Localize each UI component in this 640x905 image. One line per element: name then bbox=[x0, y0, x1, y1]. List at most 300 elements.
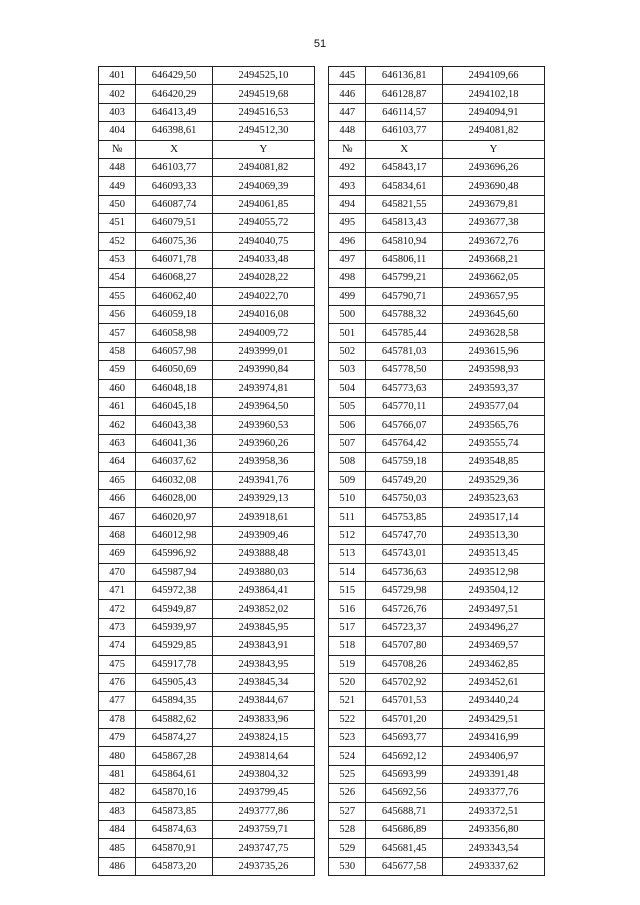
cell-y: 2493645,60 bbox=[443, 306, 545, 324]
cell-y: 2494069,39 bbox=[212, 177, 314, 195]
column-gap bbox=[314, 600, 328, 618]
table-row bbox=[99, 508, 545, 526]
cell-y: 2494033,48 bbox=[212, 250, 314, 268]
cell-y: 2493440,24 bbox=[443, 692, 545, 710]
cell-y: 2494061,85 bbox=[212, 195, 314, 213]
cell-num: 404 bbox=[99, 122, 136, 140]
cell-num: 476 bbox=[99, 673, 136, 691]
cell-num: 458 bbox=[99, 342, 136, 360]
cell-x: 645766,07 bbox=[366, 416, 443, 434]
cell-num: 496 bbox=[329, 232, 366, 250]
cell-y: 2493672,76 bbox=[443, 232, 545, 250]
column-gap bbox=[314, 379, 328, 397]
cell-num: 448 bbox=[99, 158, 136, 176]
cell-x: 646413,49 bbox=[136, 103, 213, 121]
cell-num: 459 bbox=[99, 361, 136, 379]
cell-num: 456 bbox=[99, 306, 136, 324]
table-row bbox=[99, 489, 545, 507]
cell-x: 645873,20 bbox=[136, 857, 213, 875]
cell-y: 2493844,67 bbox=[212, 692, 314, 710]
column-gap bbox=[314, 195, 328, 213]
cell-num: 524 bbox=[329, 747, 366, 765]
cell-x: 645749,20 bbox=[366, 471, 443, 489]
cell-x: 645701,53 bbox=[366, 692, 443, 710]
cell-y: 2493777,86 bbox=[212, 802, 314, 820]
table-row bbox=[99, 158, 545, 176]
cell-num: 515 bbox=[329, 581, 366, 599]
column-gap bbox=[314, 287, 328, 305]
cell-y: 2494022,70 bbox=[212, 287, 314, 305]
table-row bbox=[99, 747, 545, 765]
cell-y: 2493843,95 bbox=[212, 655, 314, 673]
cell-num: 475 bbox=[99, 655, 136, 673]
table-row bbox=[99, 67, 545, 85]
cell-y: 2493548,85 bbox=[443, 453, 545, 471]
cell-x: 645790,71 bbox=[366, 287, 443, 305]
cell-x: 645692,12 bbox=[366, 747, 443, 765]
cell-y: 2493964,50 bbox=[212, 398, 314, 416]
cell-y: 2494009,72 bbox=[212, 324, 314, 342]
cell-num: 507 bbox=[329, 434, 366, 452]
column-gap bbox=[314, 85, 328, 103]
cell-y: 2493593,37 bbox=[443, 379, 545, 397]
cell-y: 2493696,26 bbox=[443, 158, 545, 176]
column-gap bbox=[314, 214, 328, 232]
cell-x: 645773,63 bbox=[366, 379, 443, 397]
cell-y: 2493523,63 bbox=[443, 489, 545, 507]
column-gap bbox=[314, 765, 328, 783]
column-gap bbox=[314, 416, 328, 434]
cell-num: 493 bbox=[329, 177, 366, 195]
cell-x: 645874,63 bbox=[136, 821, 213, 839]
cell-y: 2493628,58 bbox=[443, 324, 545, 342]
table-row bbox=[99, 398, 545, 416]
cell-x: 646028,00 bbox=[136, 489, 213, 507]
cell-y: 2493747,75 bbox=[212, 839, 314, 857]
column-gap bbox=[314, 710, 328, 728]
cell-x: 646050,69 bbox=[136, 361, 213, 379]
cell-x: 645867,28 bbox=[136, 747, 213, 765]
column-gap bbox=[314, 581, 328, 599]
cell-x: 645693,99 bbox=[366, 765, 443, 783]
cell-x: 646136,81 bbox=[366, 67, 443, 85]
cell-num: 454 bbox=[99, 269, 136, 287]
table-row bbox=[99, 122, 545, 140]
cell-x: 645821,55 bbox=[366, 195, 443, 213]
cell-num: 513 bbox=[329, 545, 366, 563]
cell-num: 504 bbox=[329, 379, 366, 397]
cell-y: 2493343,54 bbox=[443, 839, 545, 857]
cell-num: 514 bbox=[329, 563, 366, 581]
column-gap bbox=[314, 250, 328, 268]
table-row bbox=[99, 655, 545, 673]
cell-num: 473 bbox=[99, 618, 136, 636]
cell-num: 506 bbox=[329, 416, 366, 434]
column-gap bbox=[314, 508, 328, 526]
cell-num: 529 bbox=[329, 839, 366, 857]
cell-x: 645799,21 bbox=[366, 269, 443, 287]
cell-y: 2493880,03 bbox=[212, 563, 314, 581]
cell-x: 645770,11 bbox=[366, 398, 443, 416]
cell-x: 645917,78 bbox=[136, 655, 213, 673]
cell-x: 646128,87 bbox=[366, 85, 443, 103]
cell-x: 645759,18 bbox=[366, 453, 443, 471]
cell-num: 455 bbox=[99, 287, 136, 305]
cell-y: 2493429,51 bbox=[443, 710, 545, 728]
cell-num: 457 bbox=[99, 324, 136, 342]
column-gap bbox=[314, 729, 328, 747]
table-row bbox=[99, 471, 545, 489]
table-row bbox=[99, 673, 545, 691]
cell-y: 2493657,95 bbox=[443, 287, 545, 305]
cell-num: 495 bbox=[329, 214, 366, 232]
cell-num: 460 bbox=[99, 379, 136, 397]
cell-num: 470 bbox=[99, 563, 136, 581]
table-row bbox=[99, 545, 545, 563]
cell-y: 2493662,05 bbox=[443, 269, 545, 287]
cell-y: 2493960,26 bbox=[212, 434, 314, 452]
table-row bbox=[99, 85, 545, 103]
cell-x: 645870,91 bbox=[136, 839, 213, 857]
cell-num: 480 bbox=[99, 747, 136, 765]
table-row bbox=[99, 618, 545, 636]
cell-x: 645701,20 bbox=[366, 710, 443, 728]
cell-y: 2493337,62 bbox=[443, 857, 545, 875]
column-gap bbox=[314, 434, 328, 452]
cell-num: 492 bbox=[329, 158, 366, 176]
cell-num: 498 bbox=[329, 269, 366, 287]
column-gap bbox=[314, 637, 328, 655]
cell-x: 646059,18 bbox=[136, 306, 213, 324]
cell-y: 2493799,45 bbox=[212, 784, 314, 802]
column-gap bbox=[314, 398, 328, 416]
header-num: № bbox=[329, 140, 366, 158]
header-row bbox=[99, 140, 545, 158]
coordinates-table-body bbox=[99, 67, 545, 876]
cell-y: 2493529,36 bbox=[443, 471, 545, 489]
cell-x: 645905,43 bbox=[136, 673, 213, 691]
cell-num: 469 bbox=[99, 545, 136, 563]
cell-x: 645688,71 bbox=[366, 802, 443, 820]
cell-x: 645743,01 bbox=[366, 545, 443, 563]
header-x: X bbox=[366, 140, 443, 158]
cell-y: 2493833,96 bbox=[212, 710, 314, 728]
cell-num: 530 bbox=[329, 857, 366, 875]
cell-x: 646032,08 bbox=[136, 471, 213, 489]
cell-x: 646045,18 bbox=[136, 398, 213, 416]
cell-x: 646058,98 bbox=[136, 324, 213, 342]
cell-num: 449 bbox=[99, 177, 136, 195]
cell-x: 646048,18 bbox=[136, 379, 213, 397]
cell-x: 645882,62 bbox=[136, 710, 213, 728]
cell-x: 646093,33 bbox=[136, 177, 213, 195]
cell-num: 466 bbox=[99, 489, 136, 507]
column-gap bbox=[314, 784, 328, 802]
cell-y: 2493958,36 bbox=[212, 453, 314, 471]
column-gap bbox=[314, 453, 328, 471]
column-gap bbox=[314, 269, 328, 287]
table-row bbox=[99, 857, 545, 875]
cell-num: 472 bbox=[99, 600, 136, 618]
column-gap bbox=[314, 67, 328, 85]
cell-y: 2494512,30 bbox=[212, 122, 314, 140]
cell-num: 462 bbox=[99, 416, 136, 434]
cell-num: 519 bbox=[329, 655, 366, 673]
cell-y: 2493356,80 bbox=[443, 821, 545, 839]
cell-x: 646020,97 bbox=[136, 508, 213, 526]
cell-x: 645702,92 bbox=[366, 673, 443, 691]
cell-num: 450 bbox=[99, 195, 136, 213]
column-gap bbox=[314, 489, 328, 507]
cell-x: 645708,26 bbox=[366, 655, 443, 673]
cell-num: 474 bbox=[99, 637, 136, 655]
cell-num: 502 bbox=[329, 342, 366, 360]
cell-x: 645781,03 bbox=[366, 342, 443, 360]
cell-x: 646103,77 bbox=[136, 158, 213, 176]
column-gap bbox=[314, 618, 328, 636]
cell-num: 522 bbox=[329, 710, 366, 728]
column-gap bbox=[314, 821, 328, 839]
cell-x: 645996,92 bbox=[136, 545, 213, 563]
cell-num: 511 bbox=[329, 508, 366, 526]
cell-x: 645843,17 bbox=[366, 158, 443, 176]
cell-x: 645692,56 bbox=[366, 784, 443, 802]
cell-x: 645681,45 bbox=[366, 839, 443, 857]
cell-num: 481 bbox=[99, 765, 136, 783]
cell-num: 464 bbox=[99, 453, 136, 471]
cell-x: 645736,63 bbox=[366, 563, 443, 581]
cell-x: 645874,27 bbox=[136, 729, 213, 747]
cell-num: 518 bbox=[329, 637, 366, 655]
table-row bbox=[99, 600, 545, 618]
cell-y: 2493391,48 bbox=[443, 765, 545, 783]
cell-y: 2493462,85 bbox=[443, 655, 545, 673]
cell-y: 2494040,75 bbox=[212, 232, 314, 250]
cell-num: 523 bbox=[329, 729, 366, 747]
cell-x: 646037,62 bbox=[136, 453, 213, 471]
cell-x: 645949,87 bbox=[136, 600, 213, 618]
header-y: Y bbox=[212, 140, 314, 158]
cell-num: 451 bbox=[99, 214, 136, 232]
cell-x: 645864,61 bbox=[136, 765, 213, 783]
column-gap bbox=[314, 342, 328, 360]
cell-x: 646057,98 bbox=[136, 342, 213, 360]
cell-x: 645788,32 bbox=[366, 306, 443, 324]
column-gap bbox=[314, 232, 328, 250]
table-row bbox=[99, 103, 545, 121]
table-row bbox=[99, 581, 545, 599]
cell-num: 453 bbox=[99, 250, 136, 268]
column-gap bbox=[314, 306, 328, 324]
table-row bbox=[99, 637, 545, 655]
cell-x: 645834,61 bbox=[366, 177, 443, 195]
cell-y: 2493513,45 bbox=[443, 545, 545, 563]
cell-x: 645778,50 bbox=[366, 361, 443, 379]
table-row bbox=[99, 287, 545, 305]
cell-num: 497 bbox=[329, 250, 366, 268]
column-gap bbox=[314, 839, 328, 857]
cell-y: 2493918,61 bbox=[212, 508, 314, 526]
cell-x: 645972,38 bbox=[136, 581, 213, 599]
cell-num: 508 bbox=[329, 453, 366, 471]
cell-num: 482 bbox=[99, 784, 136, 802]
cell-y: 2493888,48 bbox=[212, 545, 314, 563]
cell-x: 645747,70 bbox=[366, 526, 443, 544]
cell-y: 2493504,12 bbox=[443, 581, 545, 599]
table-row bbox=[99, 324, 545, 342]
cell-x: 645693,77 bbox=[366, 729, 443, 747]
cell-x: 646041,36 bbox=[136, 434, 213, 452]
cell-y: 2493690,48 bbox=[443, 177, 545, 195]
cell-y: 2494109,66 bbox=[443, 67, 545, 85]
table-row bbox=[99, 710, 545, 728]
cell-num: 485 bbox=[99, 839, 136, 857]
cell-x: 645929,85 bbox=[136, 637, 213, 655]
header-y: Y bbox=[443, 140, 545, 158]
cell-x: 645894,35 bbox=[136, 692, 213, 710]
cell-num: 516 bbox=[329, 600, 366, 618]
cell-num: 503 bbox=[329, 361, 366, 379]
column-gap bbox=[314, 471, 328, 489]
column-gap bbox=[314, 545, 328, 563]
cell-num: 447 bbox=[329, 103, 366, 121]
table-row bbox=[99, 232, 545, 250]
cell-y: 2493406,97 bbox=[443, 747, 545, 765]
cell-num: 525 bbox=[329, 765, 366, 783]
cell-y: 2494094,91 bbox=[443, 103, 545, 121]
cell-num: 401 bbox=[99, 67, 136, 85]
table-row bbox=[99, 526, 545, 544]
cell-x: 646420,29 bbox=[136, 85, 213, 103]
table-row bbox=[99, 214, 545, 232]
header-num: № bbox=[99, 140, 136, 158]
cell-y: 2494016,08 bbox=[212, 306, 314, 324]
cell-y: 2493668,21 bbox=[443, 250, 545, 268]
column-gap bbox=[314, 177, 328, 195]
cell-y: 2493845,95 bbox=[212, 618, 314, 636]
cell-y: 2493416,99 bbox=[443, 729, 545, 747]
cell-x: 646087,74 bbox=[136, 195, 213, 213]
cell-y: 2493843,91 bbox=[212, 637, 314, 655]
column-gap bbox=[314, 655, 328, 673]
cell-x: 646079,51 bbox=[136, 214, 213, 232]
cell-num: 468 bbox=[99, 526, 136, 544]
column-gap bbox=[314, 122, 328, 140]
cell-x: 646071,78 bbox=[136, 250, 213, 268]
cell-y: 2493598,93 bbox=[443, 361, 545, 379]
cell-x: 645677,58 bbox=[366, 857, 443, 875]
cell-num: 500 bbox=[329, 306, 366, 324]
cell-num: 445 bbox=[329, 67, 366, 85]
cell-y: 2493759,71 bbox=[212, 821, 314, 839]
cell-x: 645806,11 bbox=[366, 250, 443, 268]
column-gap bbox=[314, 747, 328, 765]
cell-y: 2493735,26 bbox=[212, 857, 314, 875]
cell-y: 2494102,18 bbox=[443, 85, 545, 103]
table-row bbox=[99, 729, 545, 747]
cell-y: 2494081,82 bbox=[212, 158, 314, 176]
cell-y: 2493517,14 bbox=[443, 508, 545, 526]
cell-num: 494 bbox=[329, 195, 366, 213]
table-row bbox=[99, 306, 545, 324]
cell-num: 512 bbox=[329, 526, 366, 544]
table-row bbox=[99, 453, 545, 471]
cell-x: 645723,37 bbox=[366, 618, 443, 636]
table-row bbox=[99, 250, 545, 268]
cell-x: 645785,44 bbox=[366, 324, 443, 342]
cell-x: 646103,77 bbox=[366, 122, 443, 140]
cell-y: 2493497,51 bbox=[443, 600, 545, 618]
cell-num: 461 bbox=[99, 398, 136, 416]
cell-y: 2494519,68 bbox=[212, 85, 314, 103]
cell-x: 646114,57 bbox=[366, 103, 443, 121]
cell-num: 484 bbox=[99, 821, 136, 839]
cell-x: 646062,40 bbox=[136, 287, 213, 305]
cell-x: 645764,42 bbox=[366, 434, 443, 452]
cell-y: 2493929,13 bbox=[212, 489, 314, 507]
coordinates-table bbox=[98, 66, 545, 876]
column-gap bbox=[314, 158, 328, 176]
cell-x: 646043,38 bbox=[136, 416, 213, 434]
cell-num: 403 bbox=[99, 103, 136, 121]
table-row bbox=[99, 765, 545, 783]
cell-y: 2493372,51 bbox=[443, 802, 545, 820]
cell-num: 478 bbox=[99, 710, 136, 728]
table-row bbox=[99, 563, 545, 581]
cell-y: 2493565,76 bbox=[443, 416, 545, 434]
table-row bbox=[99, 269, 545, 287]
cell-y: 2493974,81 bbox=[212, 379, 314, 397]
cell-x: 645813,43 bbox=[366, 214, 443, 232]
cell-y: 2493824,15 bbox=[212, 729, 314, 747]
column-gap bbox=[314, 324, 328, 342]
cell-y: 2493469,57 bbox=[443, 637, 545, 655]
cell-x: 645707,80 bbox=[366, 637, 443, 655]
table-row bbox=[99, 692, 545, 710]
cell-num: 483 bbox=[99, 802, 136, 820]
cell-y: 2494055,72 bbox=[212, 214, 314, 232]
cell-num: 528 bbox=[329, 821, 366, 839]
cell-y: 2493845,34 bbox=[212, 673, 314, 691]
cell-y: 2494525,10 bbox=[212, 67, 314, 85]
cell-x: 645873,85 bbox=[136, 802, 213, 820]
table-row bbox=[99, 342, 545, 360]
cell-y: 2493513,30 bbox=[443, 526, 545, 544]
table-row bbox=[99, 177, 545, 195]
cell-x: 646068,27 bbox=[136, 269, 213, 287]
table-row bbox=[99, 784, 545, 802]
cell-num: 448 bbox=[329, 122, 366, 140]
cell-y: 2494516,53 bbox=[212, 103, 314, 121]
cell-y: 2493804,32 bbox=[212, 765, 314, 783]
cell-x: 645729,98 bbox=[366, 581, 443, 599]
column-gap bbox=[314, 563, 328, 581]
cell-num: 510 bbox=[329, 489, 366, 507]
cell-x: 645753,85 bbox=[366, 508, 443, 526]
cell-y: 2493864,41 bbox=[212, 581, 314, 599]
column-gap bbox=[314, 857, 328, 875]
cell-y: 2493999,01 bbox=[212, 342, 314, 360]
cell-num: 471 bbox=[99, 581, 136, 599]
column-gap bbox=[314, 802, 328, 820]
cell-num: 465 bbox=[99, 471, 136, 489]
cell-x: 646075,36 bbox=[136, 232, 213, 250]
column-gap bbox=[314, 140, 328, 158]
cell-num: 463 bbox=[99, 434, 136, 452]
header-x: X bbox=[136, 140, 213, 158]
cell-num: 509 bbox=[329, 471, 366, 489]
table-row bbox=[99, 821, 545, 839]
